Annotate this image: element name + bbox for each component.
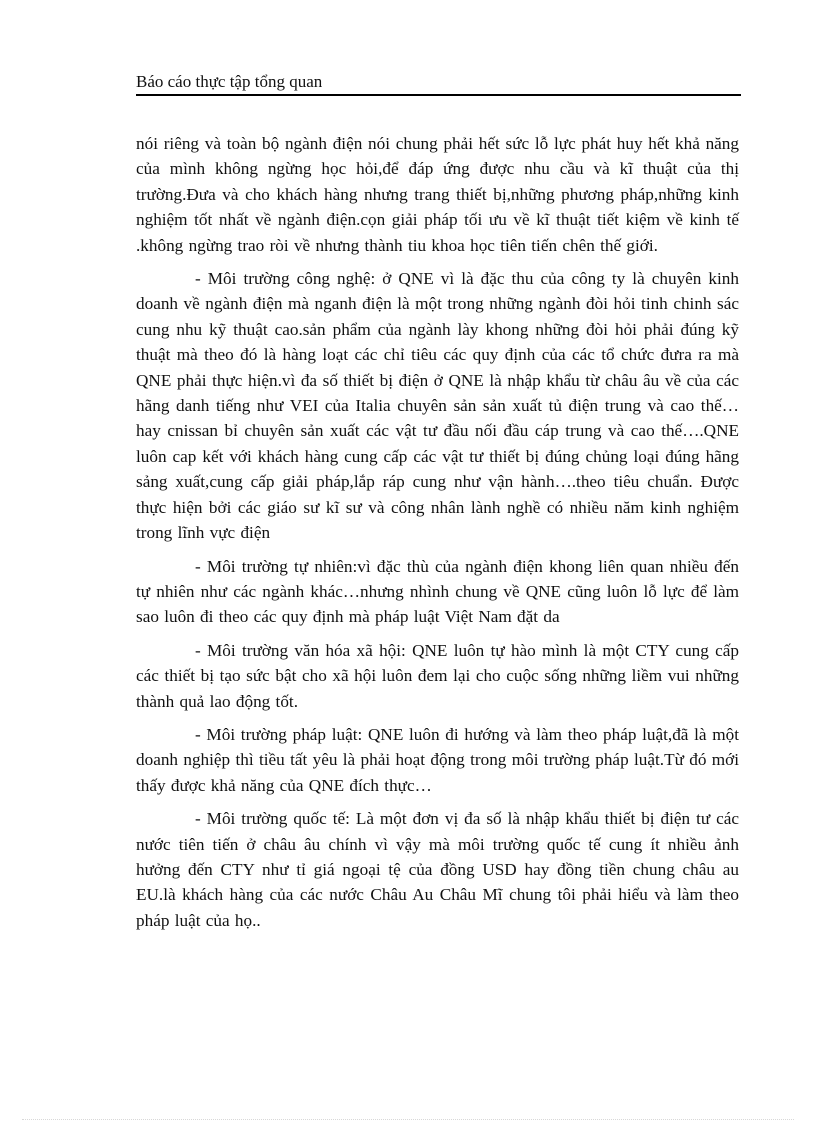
header-title: Báo cáo thực tập tổng quan [136, 72, 323, 91]
document-body [136, 131, 739, 941]
paragraph-international-environment: - Môi trường quốc tế: Là một đơn vị đa số là nhập khẩu thiết bị điện tư các nước tiên tiến ở châu âu chính vì vậy mà môi trường quốc tế cung ít nhiều ảnh hưởng đến CTY như tỉ giá ngoại tệ của đồng USD hay đồng tiền chung châu au EU.là khách hàng của các nước Châu Au Châu Mĩ chung tôi phải hiểu và làm theo pháp luật của họ.. [136, 809, 739, 930]
page-bottom-divider [22, 1119, 794, 1120]
page-header [136, 68, 741, 96]
paragraph-technology-environment: - Môi trường công nghệ: ở QNE vì là đặc thu của công ty là chuyên kinh doanh về ngành điện mà nganh điện là một trong những ngành đòi hỏi tinh chinh sác cung nhu kỹ thuật cao.sản phẩm của ngành lày khong những đòi hỏi phải đúng kỹ thuật mà theo đó là hàng loạt các chỉ tiêu các quy định của các tổ chức đưra ra mà QNE phải thực hiện.vì đa số thiết bị điện ở QNE là nhập khẩu từ châu âu về của các hãng danh tiếng như VEI của Italia chuyên sản sản xuất tủ điện trung và cao thế…hay cnissan bỉ chuyên sản xuất các vật tư đầu nối đầu cáp trung và cao thế….QNE luôn cap kết với khách hàng cung cấp các vật tư thiết bị đúng chủng loại đúng hãng sảng xuất,cung cấp giải pháp,lắp ráp cung như vận hành….theo tiêu chuẩn. Được thực hiện bởi các giáo sư kĩ sư và công nhân lành nghề có nhiều năm kinh nghiệm trong lĩnh vực điện [136, 269, 739, 543]
paragraph-intro-continuation: nói riêng và toàn bộ ngành điện nói chung phải hết sức lỗ lực phát huy hết khả năng của mình không ngừng học hỏi,để đáp ứng được nhu cầu và kĩ thuật của thị trường.Đưa và cho khách hàng nhưng trang thiết bị,những phương pháp,những kinh nghiệm tốt nhất về ngành điện.cọn giải pháp tối ưu về kĩ thuật tiết kiệm về kinh tế .không ngừng trao ròi về nhưng thành tiu khoa học tiên tiến chên thế giới. [136, 134, 739, 255]
paragraph-natural-environment: - Môi trường tự nhiên:vì đặc thù của ngành điện khong liên quan nhiều đến tự nhiên như các ngành khác…nhưng nhình chung về QNE cũng luôn lỗ lực để làm sao luôn đi theo các quy định mà pháp luật Việt Nam đặt da [136, 556, 739, 627]
paragraph-legal-environment: - Môi trường pháp luật: QNE luôn đi hướng và làm theo pháp luật,đã là một doanh nghiệp thì tiều tất yêu là phải hoạt động trong môi trường pháp luật.Từ đó mới thấy được khả năng của QNE đích thực… [136, 724, 739, 795]
paragraph-cultural-social-environment: - Môi trường văn hóa xã hội: QNE luôn tự hào mình là một CTY cung cấp các thiết bị tạo sức bật cho xã hội luôn đem lại cho cuộc sống những liềm vui những thành quả lao động tốt. [136, 640, 739, 711]
